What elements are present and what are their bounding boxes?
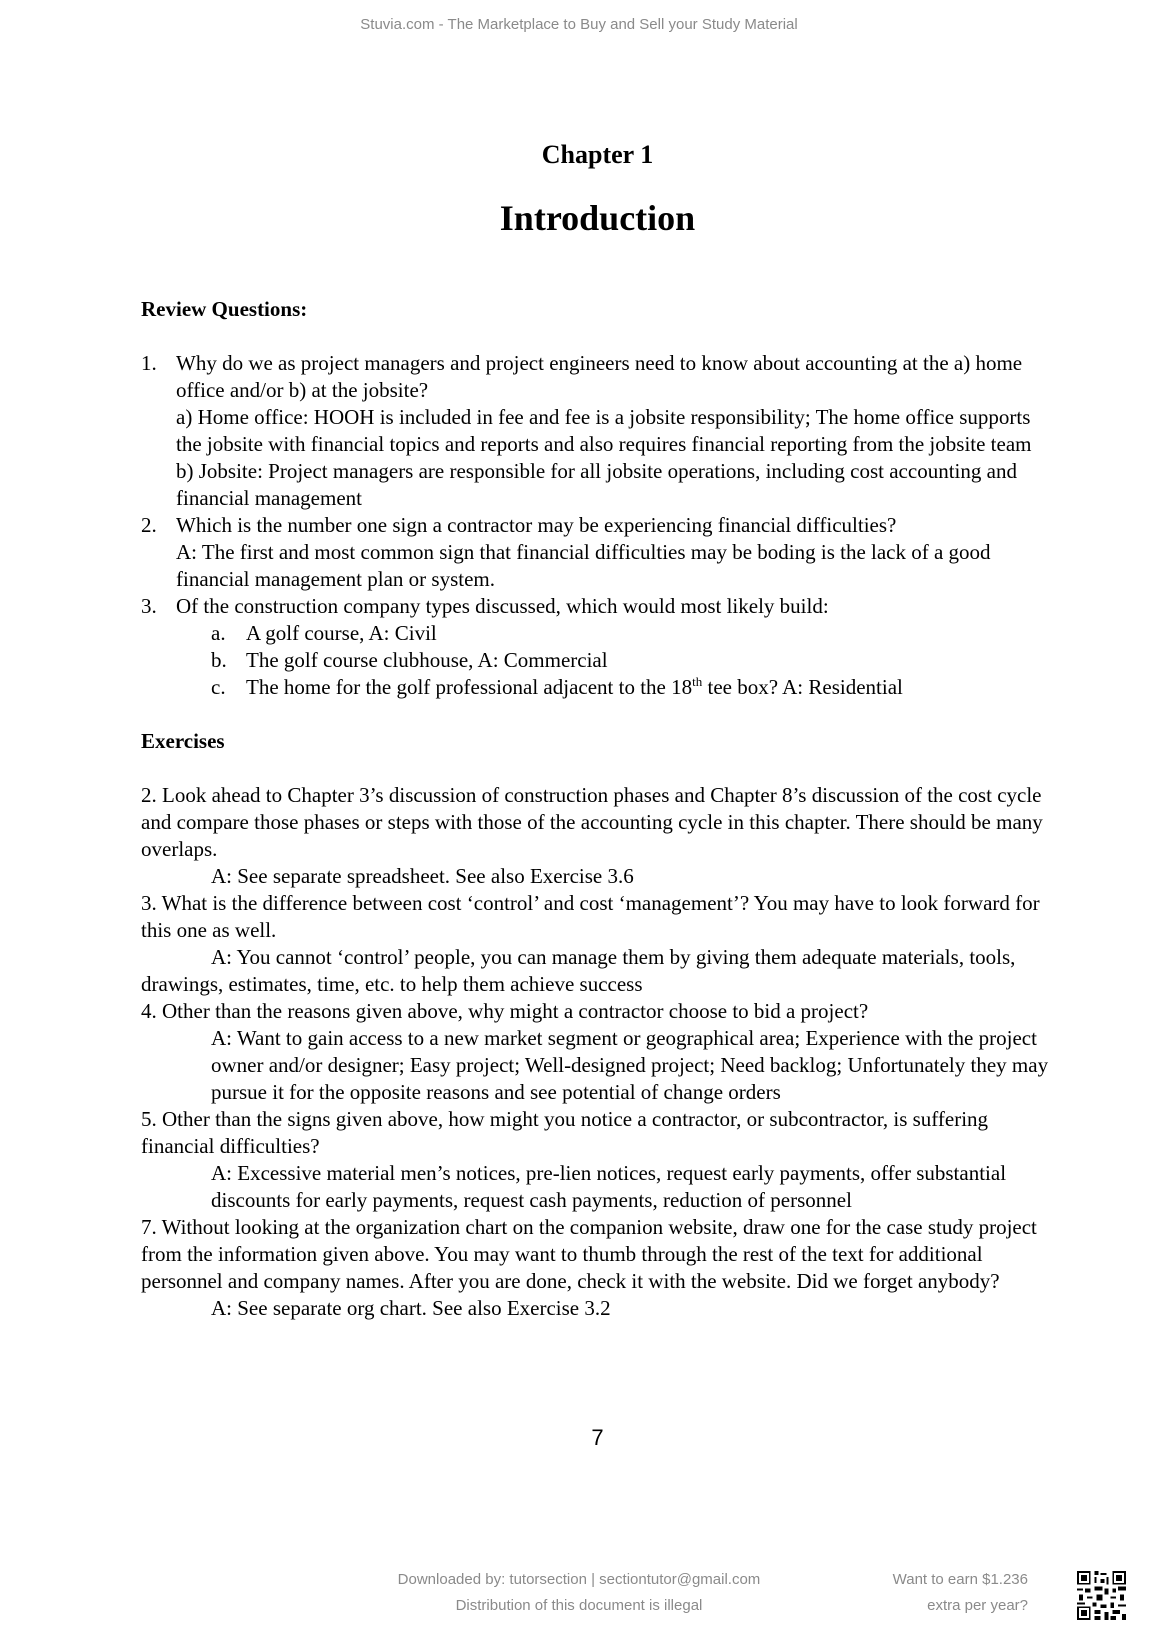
exercise-2	[141, 782, 1061, 890]
review-questions-list	[141, 350, 1061, 620]
sub-question-b	[141, 647, 1061, 674]
exercise-question: 4. Other than the reasons given above, why might a contractor choose to bid a project?	[141, 999, 869, 1023]
exercise-question: 2. Look ahead to Chapter 3’s discussion of construction phases and Chapter 8’s discussion of the cost cycle and compare those phases or steps with those of the accounting cycle in this chapter. There should be many overlaps.	[141, 783, 1043, 861]
sub-question-list	[141, 620, 1061, 701]
question-text: Why do we as project managers and project engineers need to know about accounting at the a) home office and/or b) at the jobsite?	[176, 351, 1023, 402]
download-notice: Downloaded by: tutorsection | sectiontutor@gmail.com	[397, 1571, 761, 1588]
distribution-notice: Distribution of this document is illegal	[455, 1597, 703, 1614]
answer-text: a) Home office: HOOH is included in fee and fee is a jobsite responsibility; The home office supports the jobsite with financial topics and reports and also requires financial reporting from the jobsite team	[176, 405, 1032, 456]
sub-question-letter: a.	[211, 621, 226, 645]
superscript-th: th	[692, 674, 703, 689]
exercise-7	[141, 1214, 1061, 1322]
question-number: 2.	[141, 513, 157, 537]
review-question-2	[141, 512, 1061, 593]
sub-question-a	[141, 620, 1061, 647]
promo-line-1[interactable]: Want to earn $1.236	[892, 1571, 1028, 1588]
review-questions-heading: Review Questions:	[141, 297, 308, 321]
sub-question-c	[141, 674, 1061, 701]
exercise-answer: A: See separate spreadsheet. See also Exercise 3.6	[211, 864, 634, 888]
page-number: 7	[591, 1425, 604, 1450]
question-number: 1.	[141, 351, 157, 375]
qr-code-icon[interactable]	[1077, 1571, 1126, 1620]
answer-text: b) Jobsite: Project managers are responsible for all jobsite operations, including cost accounting and financial management	[176, 459, 1017, 510]
question-number: 3.	[141, 594, 157, 618]
chapter-label: Chapter 1	[541, 140, 654, 169]
exercise-5	[141, 1106, 1061, 1214]
sub-question-letter: b.	[211, 648, 227, 672]
review-question-3	[141, 593, 1061, 620]
exercise-4	[141, 998, 1061, 1106]
sub-question-text: A golf course, A: Civil	[246, 621, 437, 645]
sub-question-text-end: tee box? A: Residential	[702, 675, 903, 699]
exercise-question: 7. Without looking at the organization chart on the companion website, draw one for the case study project from the information given above. You may want to thumb through the rest of the text for additional personnel and company names. After you are done, check it with the website. Did we forget anybody?	[141, 1215, 1037, 1293]
document-body	[141, 296, 1061, 1322]
question-text: Of the construction company types discussed, which would most likely build:	[176, 594, 829, 618]
sub-question-text: The home for the golf professional adjacent to the 18	[246, 675, 693, 699]
exercise-answer: A: Want to gain access to a new market segment or geographical area; Experience with the project owner and/or designer; Easy project; Well-designed project; Need backlog; Unfortunately they may pursue it for the opposite reasons and see potential of change orders	[211, 1026, 1049, 1104]
exercise-answer: A: Excessive material men’s notices, pre-lien notices, request early payments, offer substantial discounts for early payments, request cash payments, reduction of personnel	[211, 1161, 1007, 1212]
review-question-1	[141, 350, 1061, 512]
exercise-question: 5. Other than the signs given above, how might you notice a contractor, or subcontractor, is suffering financial difficulties?	[141, 1107, 989, 1158]
promo-line-2[interactable]: extra per year?	[927, 1597, 1028, 1614]
sub-question-letter: c.	[211, 675, 226, 699]
sub-question-text: The golf course clubhouse, A: Commercial	[246, 648, 608, 672]
exercise-answer: A: You cannot ‘control’ people, you can manage them by giving them adequate materials, tools, drawings, estimates, time, etc. to help them achieve success	[141, 945, 1016, 996]
question-text: Which is the number one sign a contractor may be experiencing financial difficulties?	[176, 513, 897, 537]
exercise-answer: A: See separate org chart. See also Exercise 3.2	[211, 1296, 611, 1320]
answer-text: A: The first and most common sign that financial difficulties may be boding is the lack of a good financial management plan or system.	[176, 540, 991, 591]
chapter-title: Introduction	[499, 198, 696, 238]
exercises-heading: Exercises	[141, 729, 225, 753]
exercise-3	[141, 890, 1061, 998]
exercise-question: 3. What is the difference between cost ‘control’ and cost ‘management’? You may have to look forward for this one as well.	[141, 891, 1040, 942]
site-header-note: Stuvia.com - The Marketplace to Buy and Sell your Study Material	[360, 16, 798, 33]
